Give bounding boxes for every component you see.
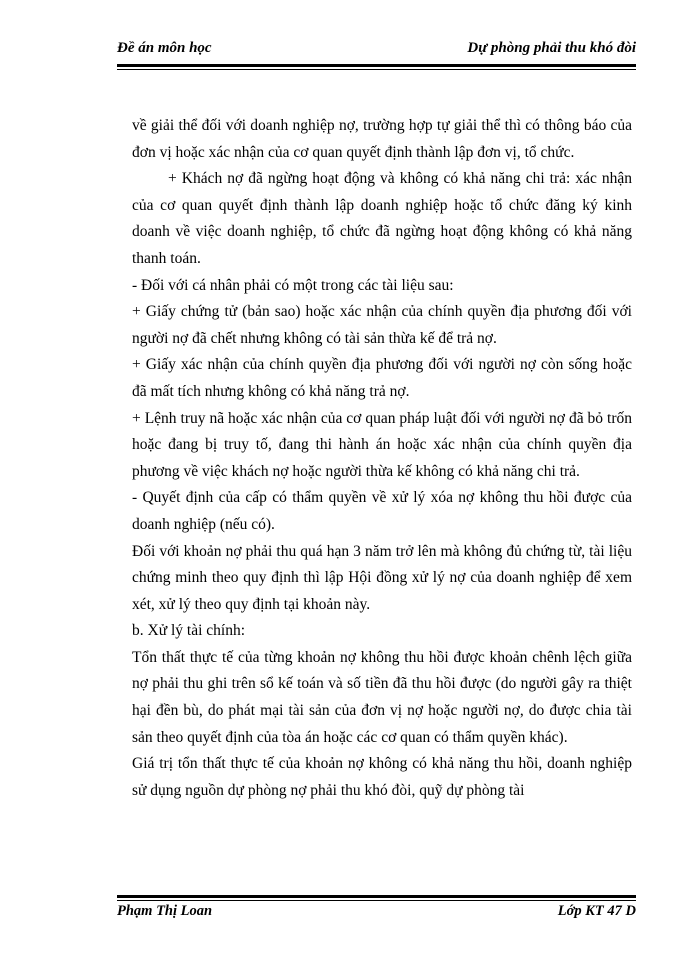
body-text — [132, 113, 632, 804]
page-header — [117, 40, 636, 64]
paragraph-loss-value: Giá trị tổn thất thực tế của khoản nợ không có khả năng thu hồi, doanh nghiệp sử dụng nguồn dự phòng nợ phải thu khó đòi, quỹ dự phòng tài — [132, 755, 632, 799]
paragraph-ceased-operation: + Khách nợ đã ngừng hoạt động và không có khả năng chi trả: xác nhận của cơ quan quyết định thành lập doanh nghiệp hoặc tổ chức đăng ký kinh doanh về việc doanh nghiệp, tổ chức đã ngừng hoạt động không có khả năng thanh toán. — [132, 170, 632, 267]
footer-author-name: Phạm Thị Loan — [117, 903, 213, 919]
header-divider-thin — [117, 69, 636, 70]
footer-divider-thin — [117, 900, 636, 901]
section-heading-financial-handling: b. Xử lý tài chính: — [132, 622, 246, 640]
paragraph-missing-person: + Giấy xác nhận của chính quyền địa phương đối với người nợ còn sống hoặc đã mất tích nhưng không có khả năng trả nợ. — [132, 356, 632, 400]
paragraph-actual-loss: Tổn thất thực tế của từng khoản nợ không thu hồi được khoản chênh lệch giữa nợ phải thu ghi trên sổ kế toán và số tiền đã thu hồi được (do người gây ra thiệt hại đền bù, do phát mại tài sản của đơn vị nợ hoặc người nợ, do được chia tài sản theo quyết định của tòa án hoặc các cơ quan có thẩm quyền khác). — [132, 648, 632, 746]
header-topic-title: Dự phòng phải thu khó đòi — [467, 40, 636, 56]
footer-class-name: Lớp KT 47 D — [557, 903, 636, 919]
paragraph-wanted-order: + Lệnh truy nã hoặc xác nhận của cơ quan pháp luật đối với người nợ đã bỏ trốn hoặc đang bị truy tố, đang thi hành án hoặc xác nhận của chính quyền địa phương về việc khách nợ hoặc người thừa kế không có khả năng chi trả. — [132, 409, 632, 480]
paragraph-individual-documents: - Đối với cá nhân phải có một trong các tài liệu sau: — [132, 276, 454, 294]
header-divider-thick — [117, 64, 636, 67]
footer-divider-thick — [117, 895, 636, 898]
paragraph-write-off-decision: - Quyết định của cấp có thẩm quyền về xử lý xóa nợ không thu hồi được của doanh nghiệp (nếu có). — [132, 489, 632, 533]
paragraph-overdue-debt: Đối với khoản nợ phải thu quá hạn 3 năm trở lên mà không đủ chứng từ, tài liệu chứng minh theo quy định thì lập Hội đồng xử lý nợ của doanh nghiệp để xem xét, xử lý theo quy định tại khoản này. — [132, 542, 632, 613]
page-footer — [117, 903, 636, 927]
paragraph-death-certificate: + Giấy chứng tử (bản sao) hoặc xác nhận của chính quyền địa phương đối với người nợ đã chết nhưng không có tài sản thừa kế để trả nợ. — [132, 303, 632, 347]
header-course-title: Đề án môn học — [117, 40, 212, 56]
paragraph-dissolution-notice: về giải thể đối với doanh nghiệp nợ, trường hợp tự giải thể thì có thông báo của đơn vị hoặc xác nhận của cơ quan quyết định thành lập đơn vị, tổ chức. — [132, 117, 632, 161]
